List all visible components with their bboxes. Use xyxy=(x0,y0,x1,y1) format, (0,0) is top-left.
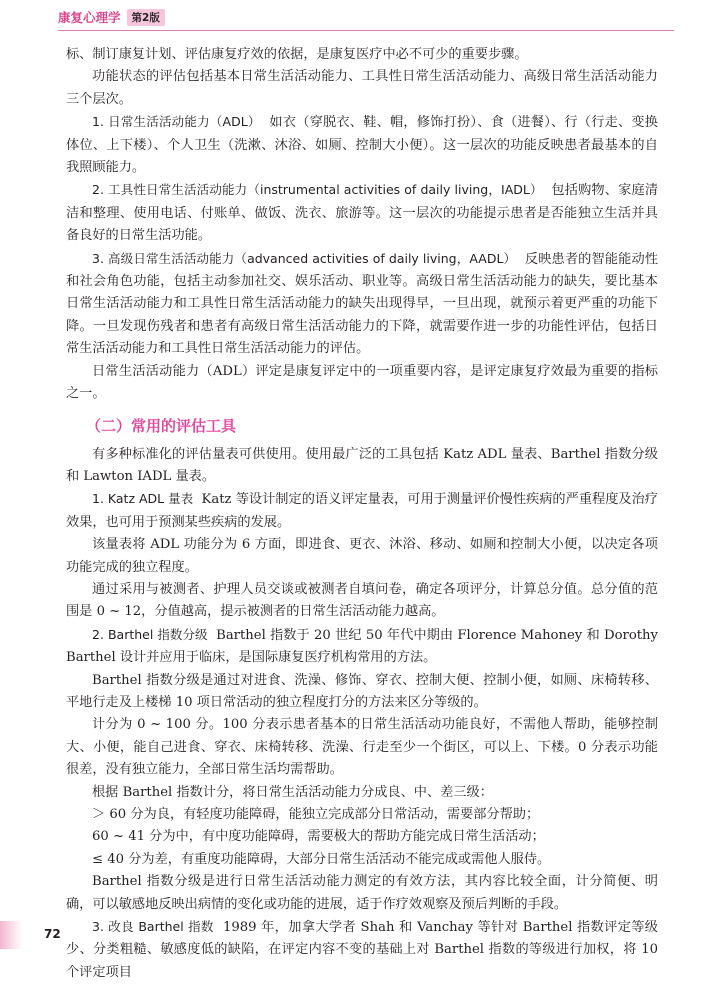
barthel-body: Barthel 指数于 20 世纪 50 年代中期由 Florence Mahoney 和 Dorothy Barthel 设计并应用于临床，是国际康复医疗机构常用的方法。 xyxy=(66,627,658,666)
katz-body: Katz 等设计制定的语义评定量表，可用于测量评价慢性疾病的严重程度及治疗效果，也可用于预测某些疾病的发展。 xyxy=(66,492,658,530)
page-number: 72 xyxy=(44,927,61,941)
paragraph-barthel-summary: Barthel 指数分级是进行日常生活活动能力测定的有效方法，其内容比较全面，计分简便、明确，可以敏感地反映出病情的变化或功能的进展，适于作疗效观察及预后判断的手段。 xyxy=(66,874,658,912)
katz-heading: 1. Katz ADL 量表 xyxy=(92,491,194,507)
edition-badge: 第2版 xyxy=(127,9,165,26)
adl-heading: 1. 日常生活活动能力（ADL） xyxy=(92,114,261,130)
grade-good: ＞ 60 分为良，有轻度功能障碍，能独立完成部分日常活动，需要部分帮助； xyxy=(92,807,540,822)
paragraph-function-levels: 功能状态的评估包括基本日常生活活动能力、工具性日常生活活动能力、高级日常生活活动能力三个层次。 xyxy=(66,69,658,107)
running-header xyxy=(58,8,165,26)
footer-tab xyxy=(0,921,22,949)
paragraph-barthel xyxy=(66,624,658,670)
page-body xyxy=(66,44,658,984)
paragraph-katz-scoring: 通过采用与被测者、护理人员交谈或被测者自填问卷，确定各项评分，计算总分值。总分值的范围是 0 ~ 12，分值越高，提示被测者的日常生活活动能力越高。 xyxy=(66,581,658,620)
modified-barthel-body: 1989 年，加拿大学者 Shah 和 Vanchay 等针对 Barthel 指数评定等级少、分类粗糙、敏感度低的缺陷，在评定内容不变的基础上对 Barthel 指数的等级进行加权，将 10 个评定项目 xyxy=(66,920,658,980)
paragraph-barthel-items: Barthel 指数分级是通过对进食、洗澡、修饰、穿衣、控制大便、控制小便，如厕、床椅转移、平地行走及上楼梯 10 项日常活动的独立程度打分的方法来区分等级的。 xyxy=(66,672,658,710)
paragraph-katz xyxy=(66,488,658,534)
grade-poor: ≤ 40 分为差，有重度功能障碍，大部分日常生活活动不能完成或需他人服侍。 xyxy=(92,851,551,867)
grade-medium: 60 ~ 41 分为中，有中度功能障碍，需要极大的帮助方能完成日常生活活动； xyxy=(92,829,545,845)
aadl-heading: 3. 高级日常生活活动能力（advanced activities of daily living，AADL） xyxy=(92,250,517,266)
paragraph-barthel-scoring: 计分为 0 ~ 100 分。100 分表示患者基本的日常生活活动功能良好，不需他人帮助，能够控制大、小便，能自己进食、穿衣、床椅转移、洗澡、行走至少一个街区，可以上、下楼。0 分表示功能很差，没有独立能力，全部日常生活均需帮助。 xyxy=(66,717,658,778)
section-heading: （二）常用的评估工具 xyxy=(86,416,237,435)
book-title: 康复心理学 xyxy=(58,10,121,25)
paragraph-tools-intro: 有多种标准化的评估量表可供使用。使用最广泛的工具包括 Katz ADL 量表、Barthel 指数分级和 Lawton IADL 量表。 xyxy=(66,446,658,484)
paragraph-aadl xyxy=(66,248,658,361)
header-rule xyxy=(58,30,674,31)
barthel-heading: 2. Barthel 指数分级 xyxy=(92,626,208,642)
iadl-heading: 2. 工具性日常生活活动能力（instrumental activities of daily living，IADL） xyxy=(92,182,543,198)
paragraph-iadl xyxy=(66,179,658,247)
paragraph-modified-barthel xyxy=(66,916,658,984)
paragraph-adl-evaluation: 日常生活活动能力（ADL）评定是康复评定中的一项重要内容，是评定康复疗效最为重要的指标之一。 xyxy=(66,363,658,402)
paragraph-adl xyxy=(66,111,658,179)
aadl-body: 反映患者的智能能动性和社会角色功能，包括主动参加社交、娱乐活动、职业等。高级日常生活活动能力的缺失，要比基本日常生活活动能力和工具性日常生活活动能力的缺失出现得早，一旦出现，就预示着更严重的功能下降。一旦发现伤残者和患者有高级日常生活活动能力的下降，就需要作进一步的功能性评估，包括日常生活活动能力和工具性日常生活活动能力的评估。 xyxy=(66,251,659,357)
paragraph-katz-domains: 该量表将 ADL 功能分为 6 方面，即进食、更衣、沐浴、移动、如厕和控制大小便，以决定各项功能完成的独立程度。 xyxy=(66,537,658,575)
paragraph-continuation: 标、制订康复计划、评估康复疗效的依据，是康复医疗中必不可少的重要步骤。 xyxy=(66,47,528,62)
modified-barthel-heading: 3. 改良 Barthel 指数 xyxy=(92,919,214,935)
iadl-body: 包括购物、家庭清洁和整理、使用电话、付账单、做饭、洗衣、旅游等。这一层次的功能提示患者是否能独立生活并具备良好的日常生活功能。 xyxy=(66,183,659,244)
paragraph-barthel-grades: 根据 Barthel 指数计分，将日常生活活动能力分成良、中、差三级： xyxy=(92,784,493,800)
adl-body: 如衣（穿脱衣、鞋、帽，修饰打扮）、食（进餐）、行（行走、变换体位、上下楼）、个人卫生（洗漱、沐浴、如厕、控制大小便）。这一层次的功能反映患者最基本的自我照顾能力。 xyxy=(66,115,658,176)
